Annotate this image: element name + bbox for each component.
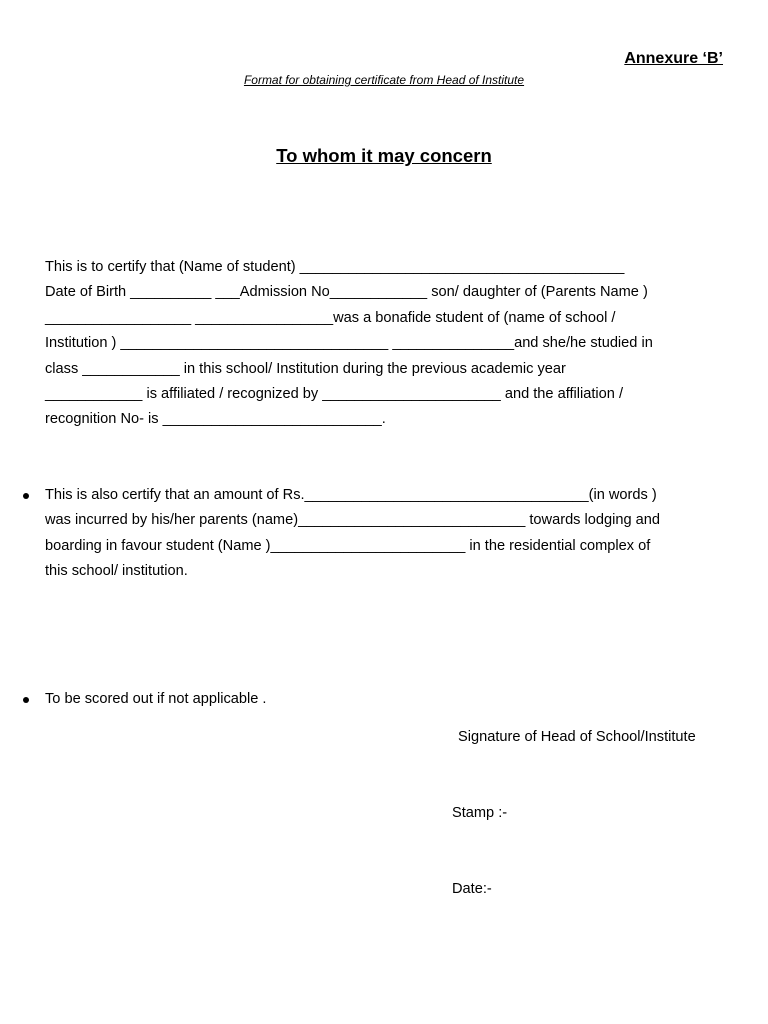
bullet-line: was incurred by his/her parents (name)____________________________ towards lodging and [45, 512, 661, 529]
bullet-dot-icon [23, 697, 29, 703]
bullet-dot-icon [23, 493, 29, 499]
paragraph-line: Date of Birth __________ ___Admission No____________ son/ daughter of (Parents Name ) [45, 284, 648, 301]
stamp-label: Stamp :- [452, 805, 508, 821]
bullet-line: boarding in favour student (Name )________________________ in the residential complex of [45, 537, 651, 554]
paragraph-line: class ____________ in this school/ Institution during the previous academic year [45, 360, 566, 377]
bullet-line: This is also certify that an amount of Rs.___________________________________(in words ) [45, 487, 657, 503]
certificate-paragraph [45, 255, 735, 433]
paragraph-line: __________________ _________________was a bonafide student of (name of school / [45, 309, 616, 326]
annexure-label: Annexure ‘B’ [624, 50, 723, 67]
paragraph-line: Institution ) _________________________________ _______________and she/he studied in [45, 335, 653, 352]
format-subtitle: Format for obtaining certificate from Head of Institute [243, 73, 525, 87]
page-title: To whom it may concern [276, 145, 492, 166]
bullet-line: To be scored out if not applicable . [45, 691, 267, 707]
bullet-line: this school/ institution. [45, 563, 188, 580]
paragraph-line: This is to certify that (Name of student) ________________________________________ [45, 259, 625, 275]
signature-label: Signature of Head of School/Institute [458, 729, 696, 745]
bullet-score-out-note [45, 687, 735, 712]
date-label: Date:- [452, 881, 492, 897]
bullet-amount-certification [45, 483, 735, 585]
paragraph-line: ____________ is affiliated / recognized by ______________________ and the affiliation / [45, 386, 624, 403]
paragraph-line: recognition No- is ___________________________. [45, 411, 386, 428]
